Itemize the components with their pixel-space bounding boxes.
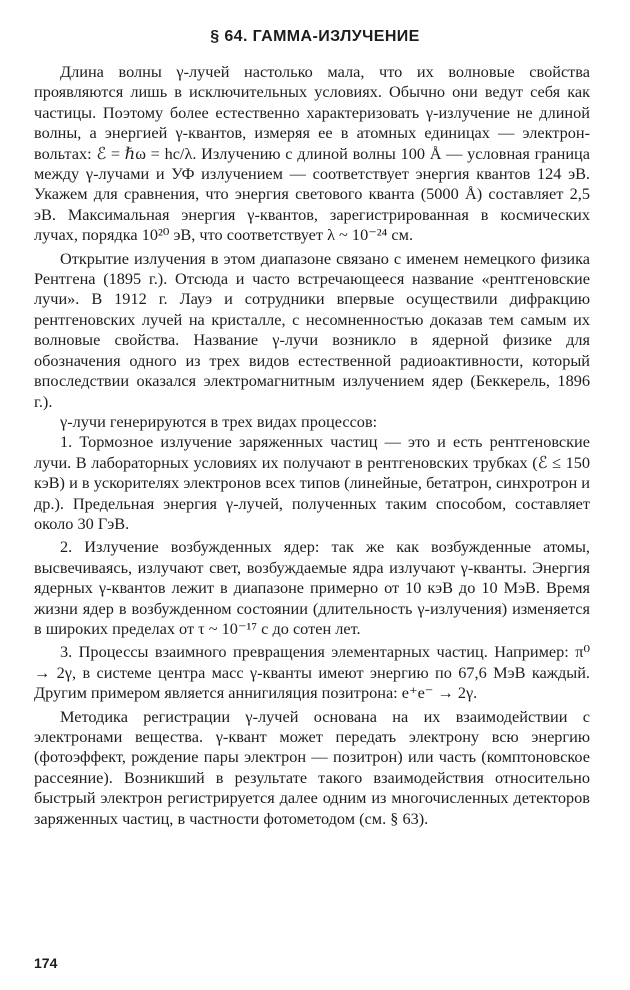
- paragraph-detection: Методика регистрации γ-лучей основана на их взаимодействии с электронами вещества. γ-квант может передать электрону всю энергию (фотоэффект, рождение пары электрон — позитрон) или часть (комптоновское рассеяние). Возникший в результате такого взаимодействия относительно быстрый электрон регистрируется далее одним из многочисленных детекторов заряженных частиц, в частности фотометодом (см. § 63).: [34, 706, 590, 828]
- body-text: [34, 62, 590, 829]
- paragraph-generation-intro: γ-лучи генерируются в трех видах процессов:: [60, 411, 378, 431]
- paragraph-excited-nuclei: 2. Излучение возбужденных ядер: так же как возбужденные атомы, высвечиваясь, излучают свет, возбуждаемые ядра излучают γ-кванты. Энергия ядерных γ-квантов лежит в диапазоне примерно от 10 кэВ до 10 МэВ. Время жизни ядер в возбужденном состоянии (длительность γ-излучения) изменяется в широких пределах от τ ~ 10⁻¹⁷ с до сотен лет.: [34, 537, 590, 638]
- paragraph-history: Открытие излучения в этом диапазоне связано с именем немецкого физика Рентгена (1895 г.). Отсюда и часто встречающееся название «рентгеновские лучи». В 1912 г. Лауэ и сотрудники впервые осуществили дифракцию рентгеновских лучей на кристалле, с несомненностью доказав тем самым их волновые свойства. Название γ-лучи возникло в ядерной физике для обозначения одного из трех видов естественной радиоактивности, который впоследствии оказался электромагнитным излучением ядер (Беккерель, 1896 г.).: [34, 248, 590, 411]
- page-number: 174: [34, 955, 58, 971]
- paragraph-bremsstrahlung: 1. Тормозное излучение заряженных частиц — это и есть рентгеновские лучи. В лабораторных условиях их получают в рентгеновских трубках (ℰ ≤ 150 кэВ) и в ускорителях электронов всех типов (линейные, бетатрон, синхротрон и др.). Предельная энергия γ-лучей, полученных таким способом, составляет около 30 ГэВ.: [34, 432, 590, 533]
- paragraph-intro: Длина волны γ-лучей настолько мала, что их волновые свойства проявляются лишь в исключительных условиях. Обычно они ведут себя как частицы. Поэтому более естественно характеризовать γ-излучение не длиной волны, а энергией γ-квантов, измеряя ее в атомных единицах — электрон-вольтах: ℰ = ℏω = hc/λ. Излучению с длиной волны 100 Å — условная граница между γ-лучами и УФ излучением — соответствует энергия квантов 124 эВ. Укажем для сравнения, что энергия светового кванта (5000 Å) составляет 2,5 эВ. Максимальная энергия γ-квантов, зарегистрированная в космических лучах, порядка 10²⁰ эВ, что соответствует λ ~ 10⁻²⁴ см.: [34, 62, 590, 245]
- paragraph-particle-transformations: 3. Процессы взаимного превращения элементарных частиц. Например: π⁰ → 2γ, в системе центра масс γ-кванты имеют энергию по 67,6 МэВ каждый. Другим примером является аннигиляция позитрона: e⁺e⁻ → 2γ.: [34, 642, 590, 703]
- section-heading: § 64. ГАММА-ИЗЛУЧЕНИЕ: [210, 28, 420, 45]
